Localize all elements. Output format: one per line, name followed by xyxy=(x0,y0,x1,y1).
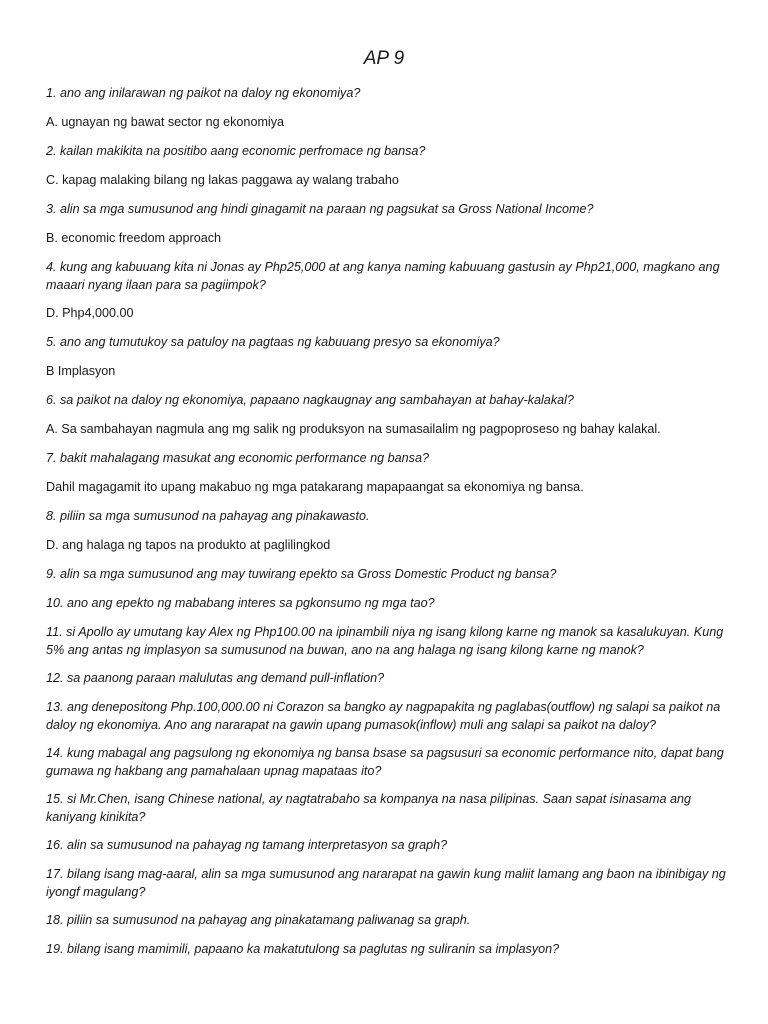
question-line: 1. ano ang inilarawan ng paikot na daloy ng ekonomiya? xyxy=(46,86,361,100)
question-line: 10. ano ang epekto ng mababang interes sa pgkonsumo ng mga tao? xyxy=(46,596,435,610)
question-line: 15. si Mr.Chen, isang Chinese national, ay nagtatrabaho sa kompanya na nasa pilipinas. Saan sapat isinasama ang kaniyang kinikita? xyxy=(46,792,692,824)
answer-line: Dahil magagamit ito upang makabuo ng mga patakarang mapapaangat sa ekonomiya ng bansa. xyxy=(46,480,584,494)
answer-line: A. Sa sambahayan nagmula ang mg salik ng produksyon na sumasailalim ng pagpoproseso ng bahay kalakal. xyxy=(46,422,661,436)
question-list xyxy=(46,84,726,969)
question-line: 7. bakit mahalagang masukat ang economic performance ng bansa? xyxy=(46,451,429,465)
question-line: 19. bilang isang mamimili, papaano ka makatutulong sa paglutas ng suliranin sa implasyon? xyxy=(46,942,560,956)
question-line: 13. ang denepositong Php.100,000.00 ni Corazon sa bangko ay nagpapakita ng paglabas(outflow) ng salapi sa paikot na daloy ng ekonomiya. Ano ang nararapat na gawin upang pumasok(inflow) muli ang salapi sa paikot na daloy? xyxy=(46,700,721,732)
answer-line: C. kapag malaking bilang ng lakas paggawa ay walang trabaho xyxy=(46,173,399,187)
question-line: 9. alin sa mga sumusunod ang may tuwirang epekto sa Gross Domestic Product ng bansa? xyxy=(46,567,557,581)
answer-line: D. Php4,000.00 xyxy=(46,306,134,320)
question-line: 3. alin sa mga sumusunod ang hindi ginagamit na paraan ng pagsukat sa Gross National Income? xyxy=(46,202,594,216)
question-line: 5. ano ang tumutukoy sa patuloy na pagtaas ng kabuuang presyo sa ekonomiya? xyxy=(46,335,500,349)
question-line: 16. alin sa sumusunod na pahayag ng tamang interpretasyon sa graph? xyxy=(46,838,448,852)
answer-line: B. economic freedom approach xyxy=(46,231,222,245)
question-line: 12. sa paanong paraan malulutas ang demand pull-inflation? xyxy=(46,671,385,685)
page-title: AP 9 xyxy=(363,48,405,69)
question-line: 4. kung ang kabuuang kita ni Jonas ay Php25,000 at ang kanya naming kabuuang gastusin ay Php21,000, magkano ang maaari nyang ilaan para sa pagiimpok? xyxy=(46,260,720,292)
question-line: 14. kung mabagal ang pagsulong ng ekonomiya ng bansa bsase sa pagsusuri sa economic performance nito, dapat bang gumawa ng hakbang ang pamahalaan upnag mapataas ito? xyxy=(46,746,724,778)
answer-line: D. ang halaga ng tapos na produkto at paglilingkod xyxy=(46,538,331,552)
question-line: 11. si Apollo ay umutang kay Alex ng Php100.00 na ipinambili niya ng isang kilong karne ng manok sa kasalukuyan. Kung 5% ang antas ng implasyon sa sumusunod na buwan, ano na ang halaga ng isang kilong karne ng manok? xyxy=(46,625,724,657)
question-line: 18. piliin sa sumusunod na pahayag ang pinakatamang paliwanag sa graph. xyxy=(46,913,471,927)
question-line: 8. piliin sa mga sumusunod na pahayag ang pinakawasto. xyxy=(46,509,370,523)
question-line: 2. kailan makikita na positibo aang economic perfromace ng bansa? xyxy=(46,144,426,158)
question-line: 17. bilang isang mag-aaral, alin sa mga sumusunod ang nararapat na gawin kung maliit lamang ang baon na ibinibigay ng iyongf magulang? xyxy=(46,867,726,899)
answer-line: A. ugnayan ng bawat sector ng ekonomiya xyxy=(46,115,285,129)
question-line: 6. sa paikot na daloy ng ekonomiya, papaano nagkaugnay ang sambahayan at bahay-kalakal? xyxy=(46,393,574,407)
answer-line: B Implasyon xyxy=(46,364,116,378)
